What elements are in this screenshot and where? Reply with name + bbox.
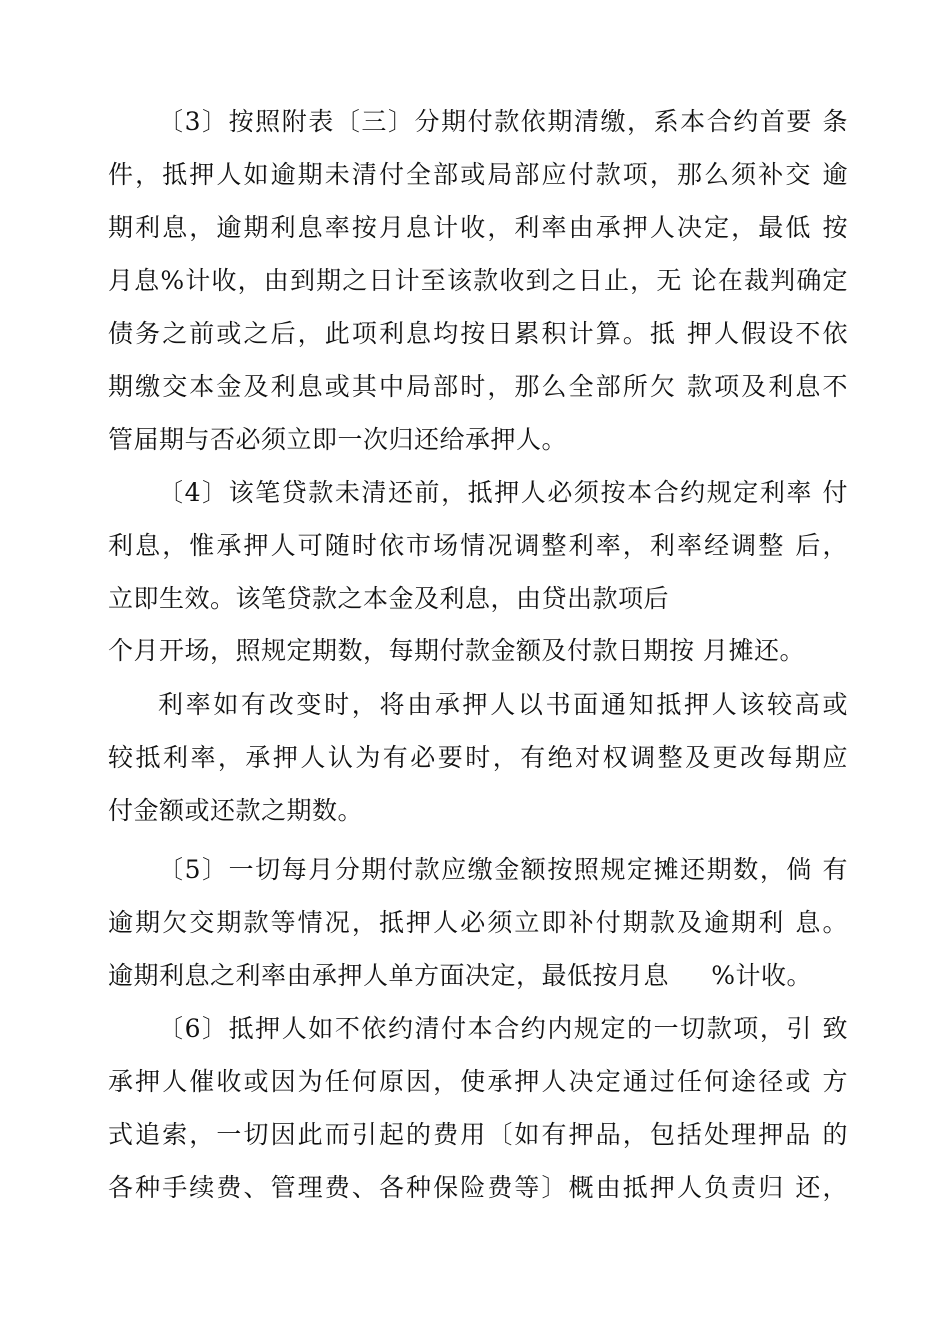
- paragraph-3-line-5: 债务之前或之后，此项利息均按日累积计算。抵 押人假设不依: [108, 319, 848, 348]
- paragraph-3-line-6: 期缴交本金及利息或其中局部时，那么全部所欠 款项及利息不: [108, 372, 848, 401]
- paragraph-4-line-1: 〔4〕该笔贷款未清还前，抵押人必须按本合约规定利率 付: [158, 478, 848, 507]
- rate-change-line-1: 利率如有改变时，将由承押人以书面通知抵押人该较高或: [158, 690, 848, 719]
- paragraph-3-line-4: 月息%计收，由到期之日计至该款收到之日止，无 论在裁判确定: [108, 266, 848, 295]
- paragraph-3-line-1: 〔3〕按照附表〔三〕分期付款依期清缴，系本合约首要 条: [158, 107, 848, 136]
- paragraph-4-line-2: 利息，惟承押人可随时依市场情况调整利率，利率经调整 后，: [108, 531, 848, 560]
- paragraph-6-line-3: 式追索，一切因此而引起的费用〔如有押品，包括处理押品 的: [108, 1120, 848, 1149]
- rate-change-line-2: 较抵利率，承押人认为有必要时，有绝对权调整及更改每期应: [108, 743, 848, 772]
- paragraph-5-line-2: 逾期欠交期款等情况，抵押人必须立即补付期款及逾期利 息。: [108, 908, 848, 937]
- paragraph-3-line-2: 件，抵押人如逾期未清付全部或局部应付款项，那么须补交 逾: [108, 160, 848, 189]
- paragraph-3-line-7: 管届期与否必须立即一次归还给承押人。: [108, 425, 568, 454]
- paragraph-5-line-1: 〔5〕一切每月分期付款应缴金额按照规定摊还期数，倘 有: [158, 855, 848, 884]
- paragraph-5-line-3: 逾期利息之利率由承押人单方面决定，最低按月息 %计收。: [108, 961, 812, 990]
- paragraph-4-line-4: 个月开场，照规定期数，每期付款金额及付款日期按 月摊还。: [108, 636, 805, 665]
- paragraph-6-line-4: 各种手续费、管理费、各种保险费等〕概由抵押人负责归 还，: [108, 1173, 848, 1202]
- paragraph-6-line-1: 〔6〕抵押人如不依约清付本合约内规定的一切款项，引 致: [158, 1014, 848, 1043]
- paragraph-6-line-2: 承押人催收或因为任何原因，使承押人决定通过任何途径或 方: [108, 1067, 848, 1096]
- rate-change-line-3: 付金额或还款之期数。: [108, 796, 364, 825]
- paragraph-4-line-3: 立即生效。该笔贷款之本金及利息，由贷出款项后: [108, 584, 670, 613]
- paragraph-3-line-3: 期利息，逾期利息率按月息计收，利率由承押人决定，最低 按: [108, 213, 848, 242]
